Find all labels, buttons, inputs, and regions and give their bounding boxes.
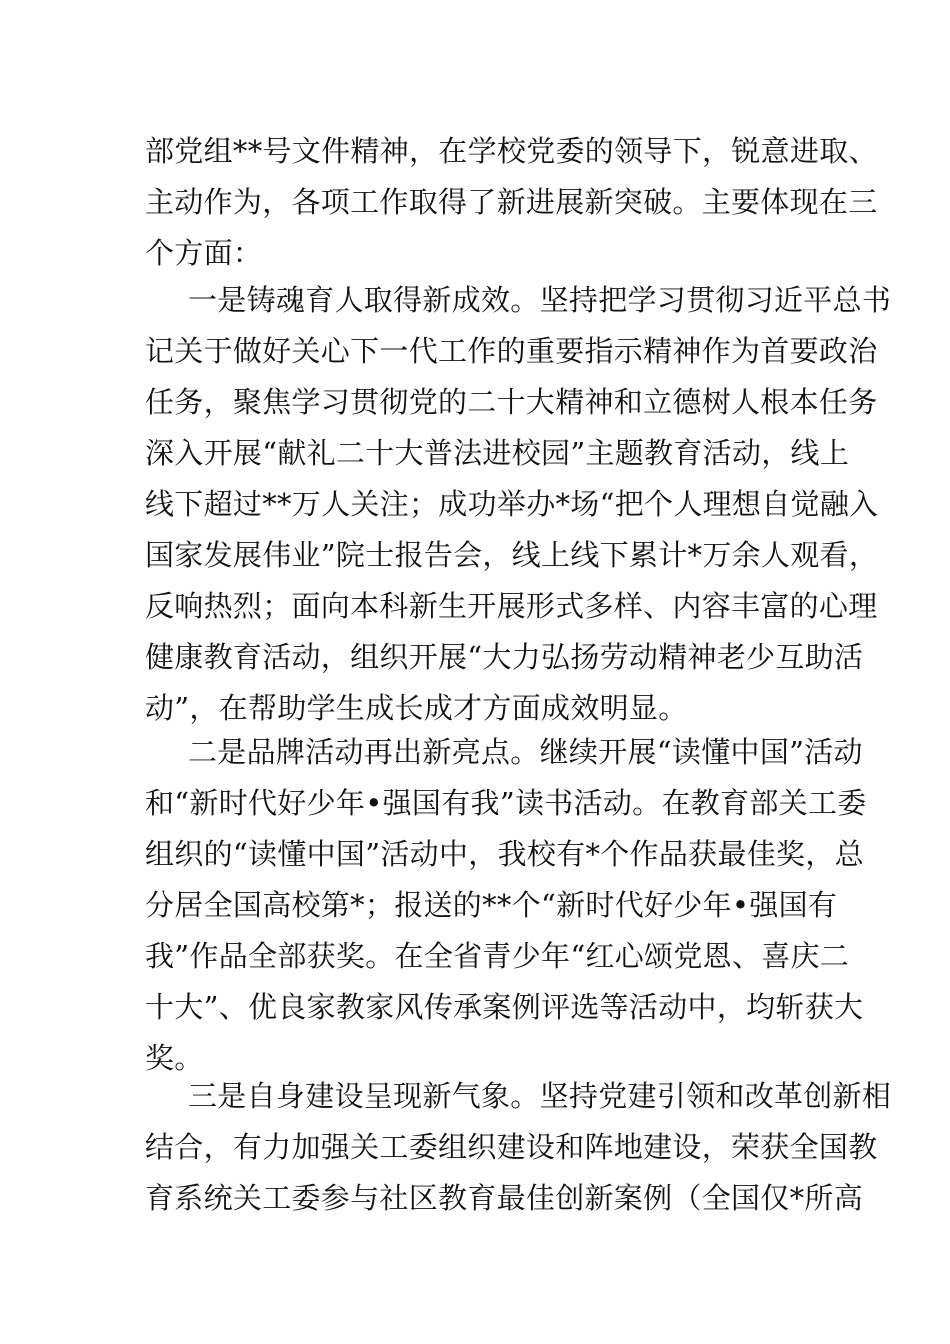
text-line: 国家发展伟业”院士报告会，线上线下累计*万余人观看， [145, 538, 879, 572]
text-line: 我”作品全部获奖。在全省青少年“红心颂党恩、喜庆二 [145, 939, 850, 973]
text-line: 深入开展“献礼二十大普法进校园”主题教育活动，线上 [145, 436, 850, 470]
text-line: 部党组**号文件精神，在学校党委的领导下，锐意进取、 [145, 134, 878, 168]
text-line: 二是品牌活动再出新亮点。继续开展“读懂中国”活动 [188, 735, 863, 769]
paragraph-brand-activities [145, 727, 867, 1084]
text-line: 动”，在帮助学生成长成才方面成效明显。 [145, 691, 688, 725]
text-line: 组织的“读懂中国”活动中，我校有*个作品获最佳奖，总 [145, 837, 864, 871]
text-line: 主动作为，各项工作取得了新进展新突破。主要体现在三 [145, 185, 878, 219]
text-line: 反响热烈；面向本科新生开展形式多样、内容丰富的心理 [145, 589, 878, 623]
text-line: 三是自身建设呈现新气象。坚持党建引领和改革创新相 [188, 1079, 892, 1113]
text-line: 线下超过**万人关注；成功举办*场“把个人理想自觉融入 [145, 487, 879, 521]
paragraph-intro [145, 126, 878, 279]
text-line: 记关于做好关心下一代工作的重要指示精神作为首要政治 [145, 334, 878, 368]
text-line: 和“新时代好少年•强国有我”读书活动。在教育部关工委 [145, 786, 867, 820]
text-line: 健康教育活动，组织开展“大力弘扬劳动精神老少互助活 [145, 640, 864, 674]
text-line: 一是铸魂育人取得新成效。坚持把学习贯彻习近平总书 [188, 283, 892, 317]
text-line: 个方面： [145, 236, 263, 270]
text-line: 奖。 [145, 1041, 204, 1075]
text-line: 育系统关工委参与社区教育最佳创新案例（全国仅*所高 [145, 1181, 864, 1215]
text-line: 结合，有力加强关工委组织建设和阵地建设，荣获全国教 [145, 1130, 878, 1164]
text-line: 分居全国高校第*；报送的**个“新时代好少年•强国有 [145, 888, 838, 922]
paragraph-education-results [145, 275, 891, 734]
text-line: 十大”、优良家教家风传承案例评选等活动中，均斩获大 [145, 990, 864, 1024]
paragraph-self-building [145, 1071, 891, 1224]
text-line: 任务，聚焦学习贯彻党的二十大精神和立德树人根本任务 [145, 385, 878, 419]
